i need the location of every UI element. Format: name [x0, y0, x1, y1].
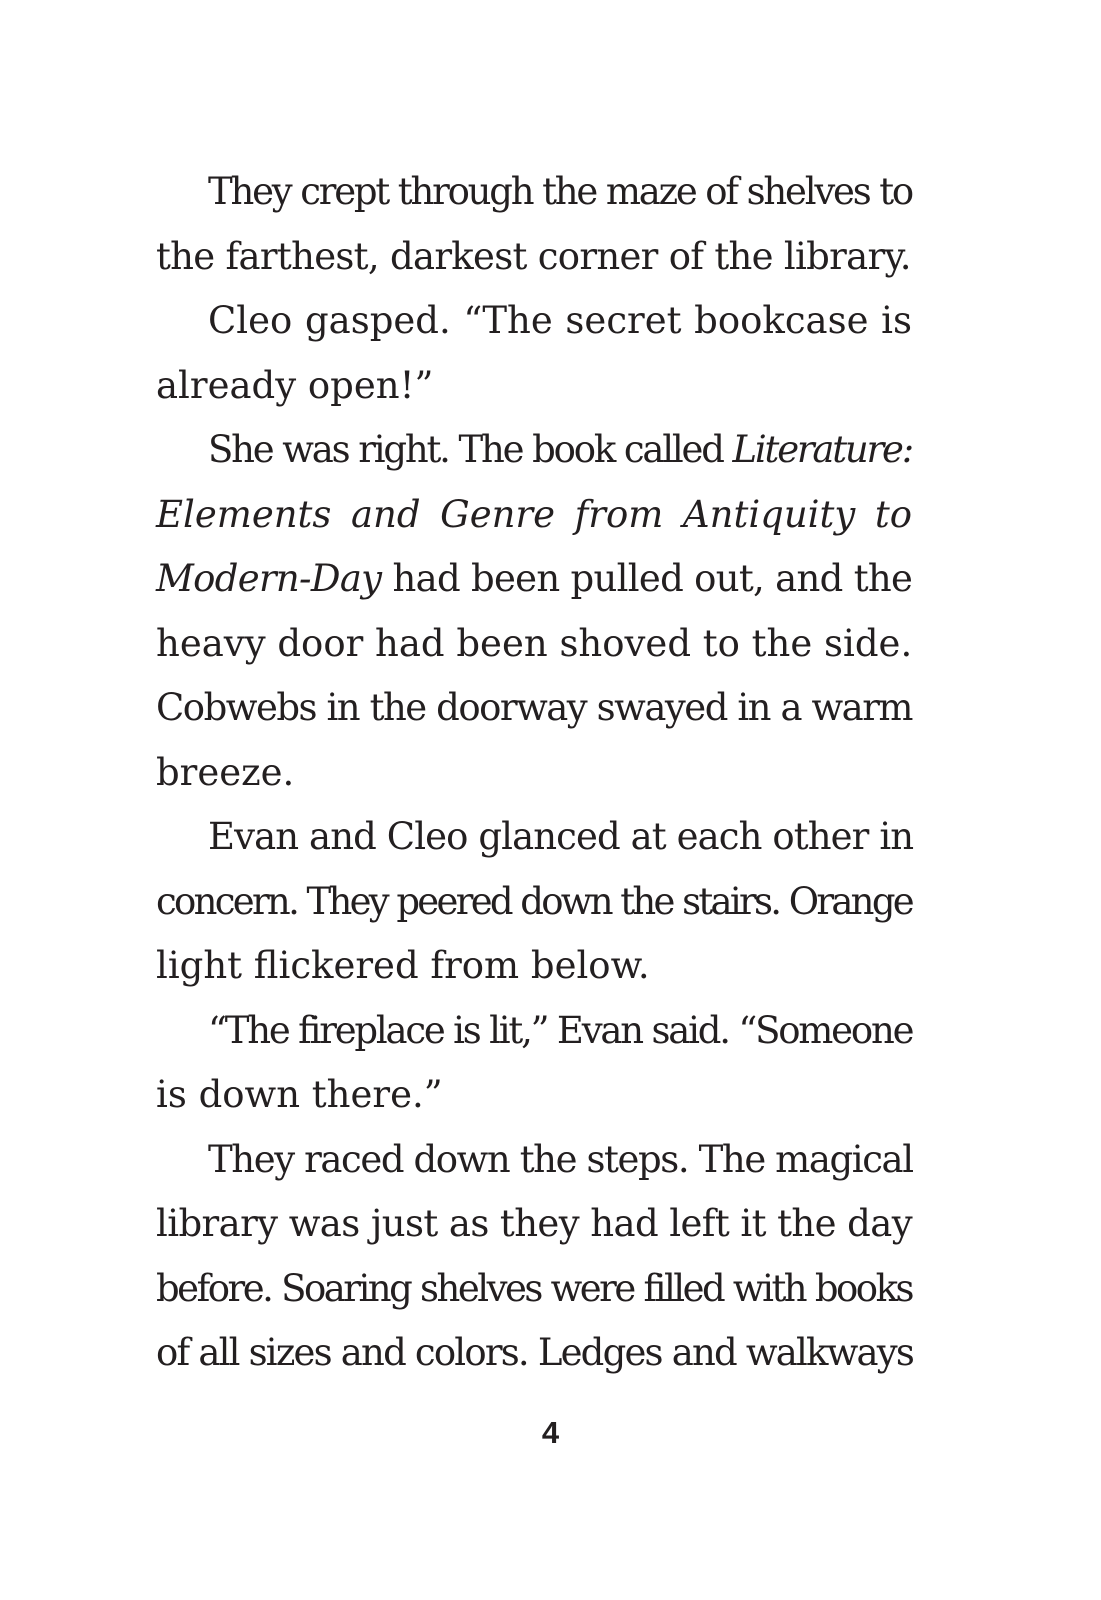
text-line [156, 418, 912, 483]
text-segment: Evan and Cleo glanced at each other in [208, 815, 914, 858]
text-line [156, 289, 912, 354]
italic-text-segment: Elements and Genre from Antiquity to [156, 492, 912, 536]
text-segment: Cleo gasped. “The secret bookcase is [208, 299, 912, 342]
text-line [156, 1192, 912, 1257]
body-text [156, 160, 912, 1386]
text-line [156, 870, 912, 935]
text-segment: breeze. [156, 750, 295, 794]
text-line [156, 547, 912, 612]
text-line [156, 1128, 912, 1193]
text-line [156, 1321, 912, 1386]
text-segment: concern. They peered down the stairs. Orange [156, 879, 912, 923]
text-line [156, 999, 912, 1064]
page-number: 4 [541, 1415, 560, 1450]
text-segment: the farthest, darkest corner of the library. [156, 234, 911, 278]
text-segment: She was right. The book called [208, 428, 733, 471]
text-line [156, 741, 912, 806]
text-line [156, 483, 912, 548]
text-segment: already open!” [156, 363, 434, 407]
text-line [156, 934, 912, 999]
italic-text-segment: Modern-Day [156, 557, 382, 600]
text-segment: Cobwebs in the doorway swayed in a warm [156, 686, 912, 729]
text-segment: library was just as they had left it the day [156, 1202, 912, 1245]
italic-text-segment: Literature: [732, 428, 912, 471]
text-segment: “The fireplace is lit,” Evan said. “Someone [208, 1008, 913, 1052]
text-line [156, 225, 912, 290]
text-line [156, 676, 912, 741]
text-line [156, 805, 912, 870]
text-segment: is down there.” [156, 1073, 443, 1116]
text-segment: had been pulled out, and the [381, 557, 913, 600]
text-segment: heavy door had been shoved to the side. [156, 621, 913, 665]
text-segment: They crept through the maze of shelves to [208, 170, 912, 213]
text-segment: of all sizes and colors. Ledges and walkways [156, 1331, 914, 1374]
text-line [156, 612, 912, 677]
text-line [156, 1257, 912, 1322]
text-segment: They raced down the steps. The magical [208, 1137, 913, 1181]
text-segment: before. Soaring shelves were filled with books [156, 1266, 912, 1310]
text-segment: light flickered from below. [156, 944, 650, 987]
text-line [156, 354, 912, 419]
text-line [156, 1063, 912, 1128]
text-line [156, 160, 912, 225]
